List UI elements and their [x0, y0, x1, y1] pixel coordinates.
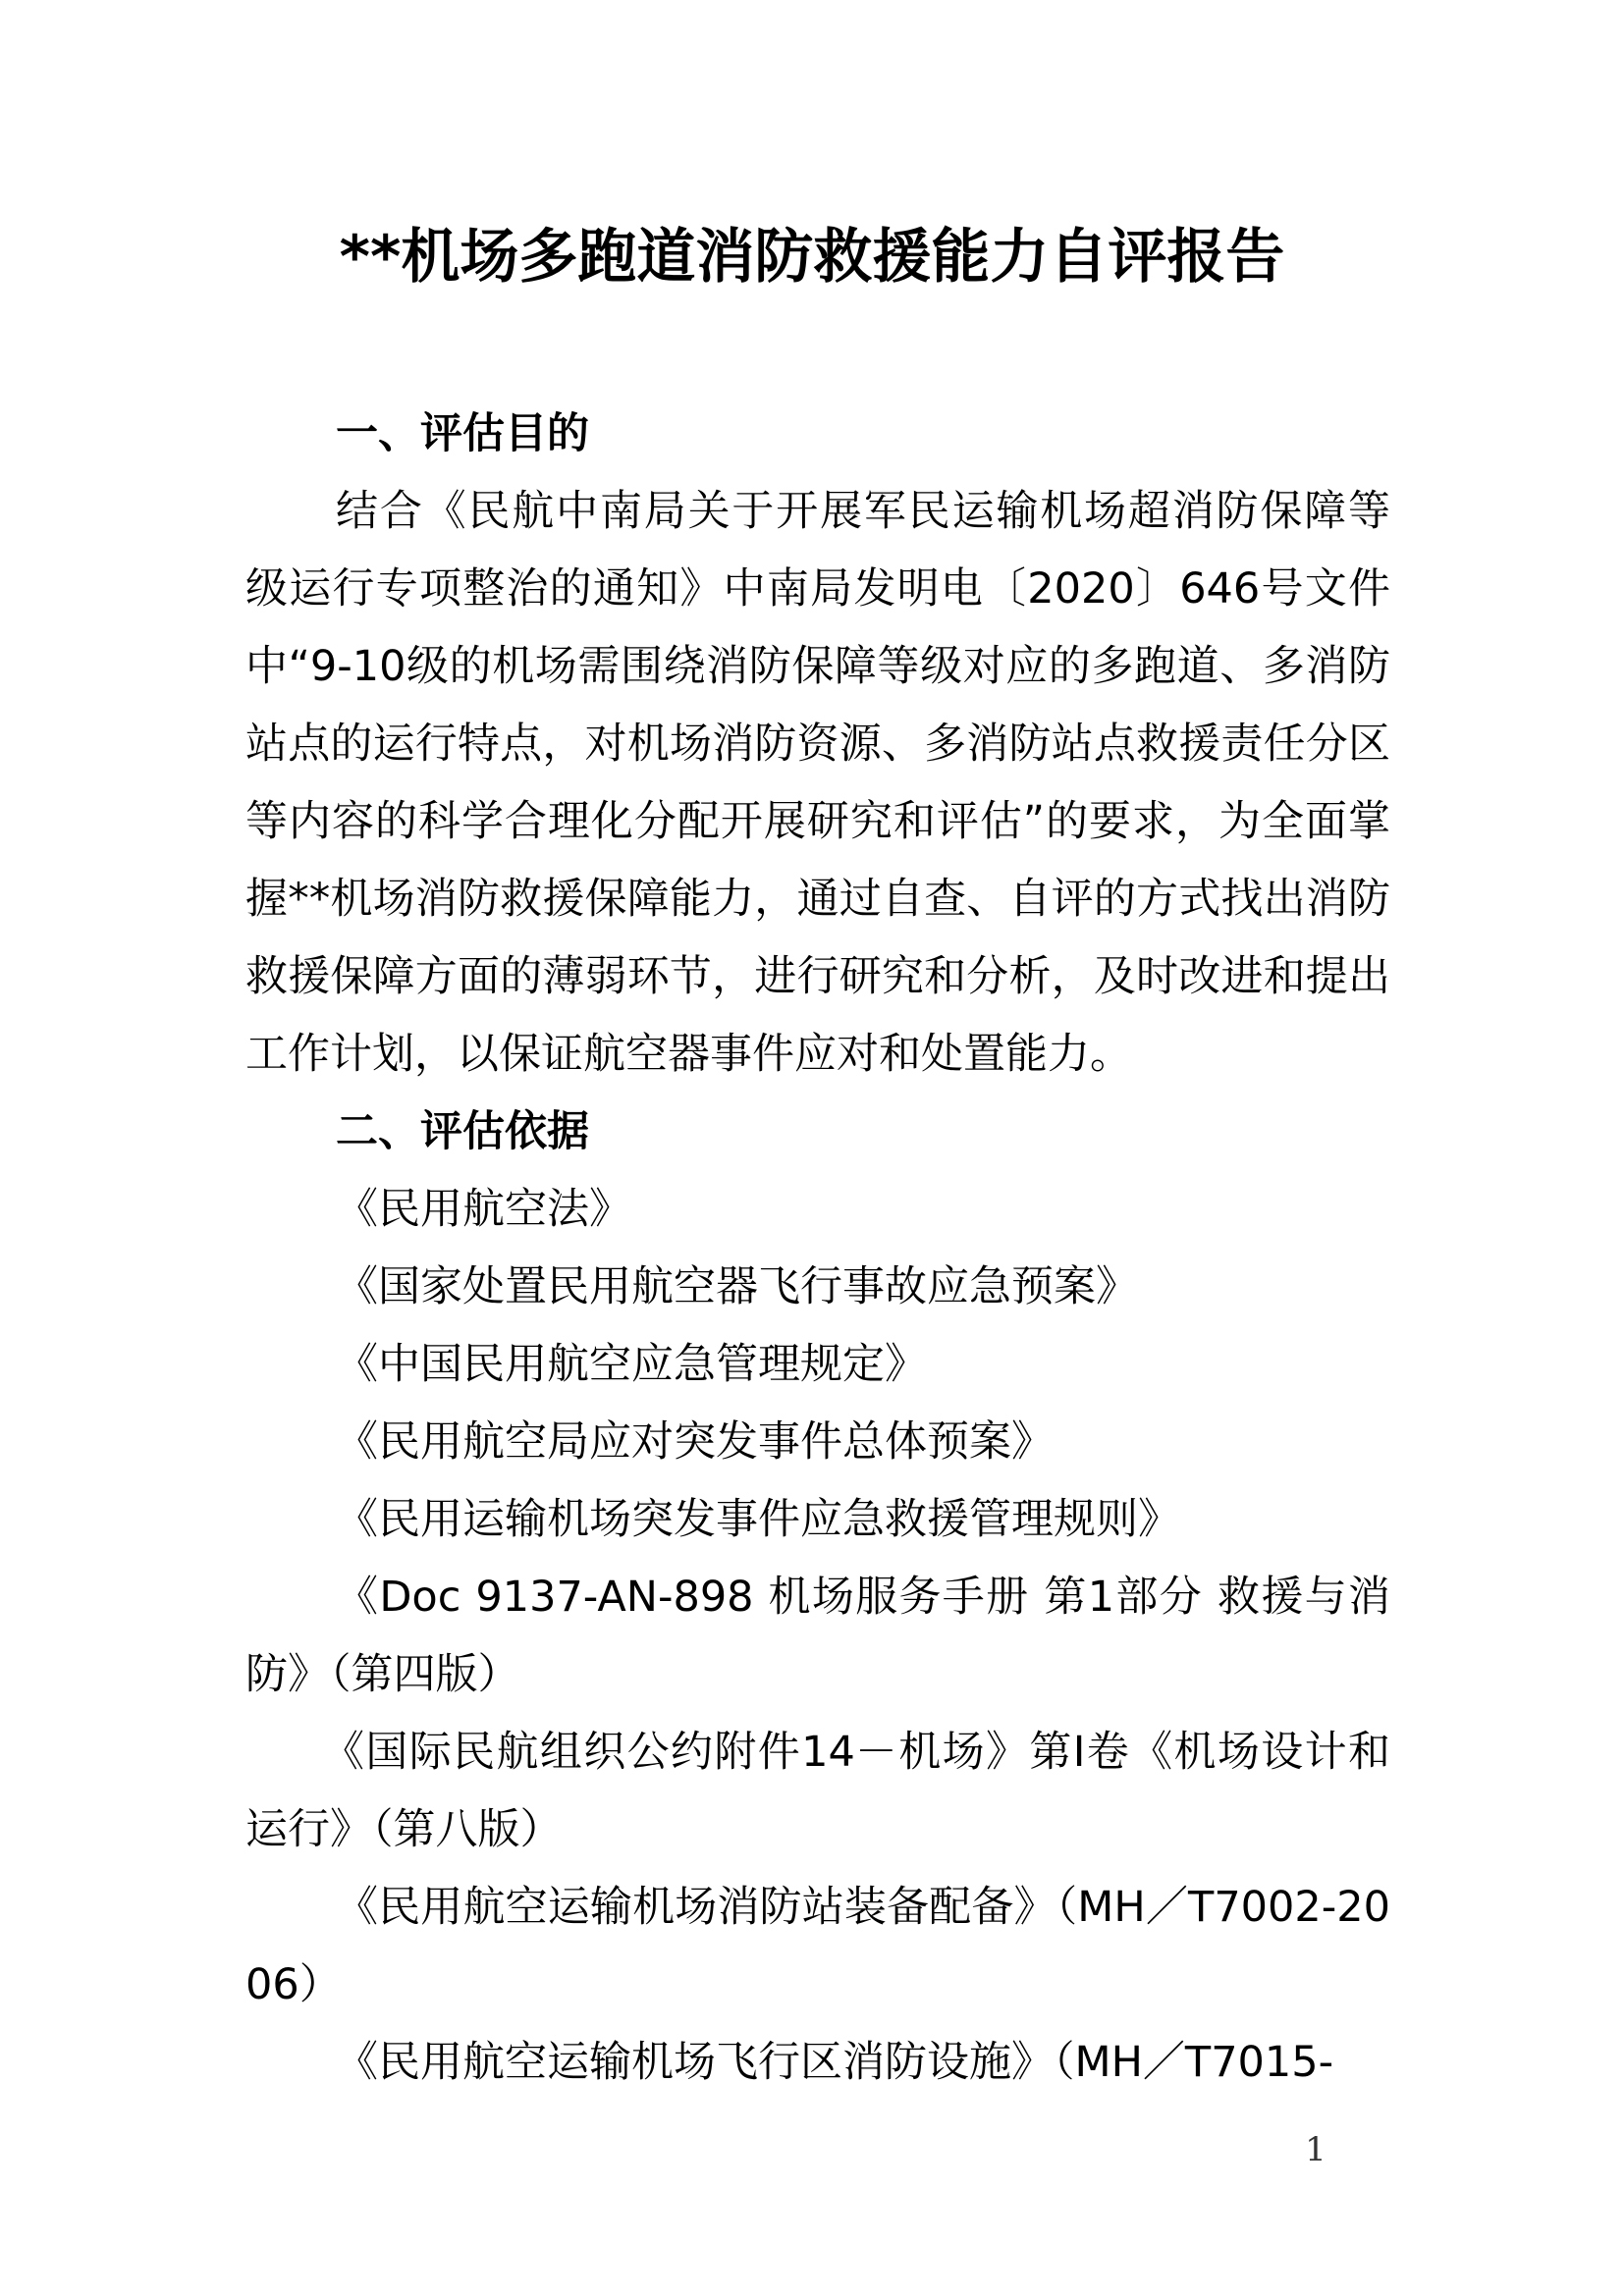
reference-item: 《民用航空运输机场消防站装备配备》（MH／T7002-2006） [245, 1883, 1390, 2009]
reference-item: 《国家处置民用航空器飞行事故应急预案》 [336, 1262, 1138, 1311]
reference-item: 《国际民航组织公约附件14－机场》第Ⅰ卷《机场设计和运行》（第八版） [245, 1728, 1390, 1854]
reference-item: 《Doc 9137-AN-898 机场服务手册 第1部分 救援与消防》（第四版） [245, 1573, 1390, 1699]
reference-item: 《中国民用航空应急管理规定》 [336, 1340, 927, 1389]
reference-item: 《民用运输机场突发事件应急救援管理规则》 [336, 1495, 1180, 1544]
document-title: **机场多跑道消防救援能力自评报告 [339, 223, 1285, 292]
section-1-paragraph: 结合《民航中南局关于开展军民运输机场超消防保障等级运行专项整治的通知》中南局发明电〔2020〕646号文件中“9-10级的机场需围绕消防保障等级对应的多跑道、多消防站点的运行特点，对机场消防资源、多消防站点救援责任分区等内容的科学合理化分配开展研究和评估”的要求，为全面掌握**机场消防救援保障能力，通过自查、自评的方式找出消防救援保障方面的薄弱环节，进行研究和分析，及时改进和提出工作计划，以保证航空器事件应对和处置能力。 [245, 487, 1390, 1079]
reference-item: 《民用航空法》 [336, 1185, 631, 1234]
reference-item: 《民用航空运输机场飞行区消防设施》（MH／T7015- [336, 2038, 1334, 2087]
page-number: 1 [1305, 2130, 1326, 2169]
document-body [245, 396, 1390, 2102]
section-2-heading: 二、评估依据 [336, 1107, 589, 1156]
section-1-heading: 一、评估目的 [336, 409, 589, 458]
reference-item: 《民用航空局应对突发事件总体预案》 [336, 1417, 1054, 1467]
